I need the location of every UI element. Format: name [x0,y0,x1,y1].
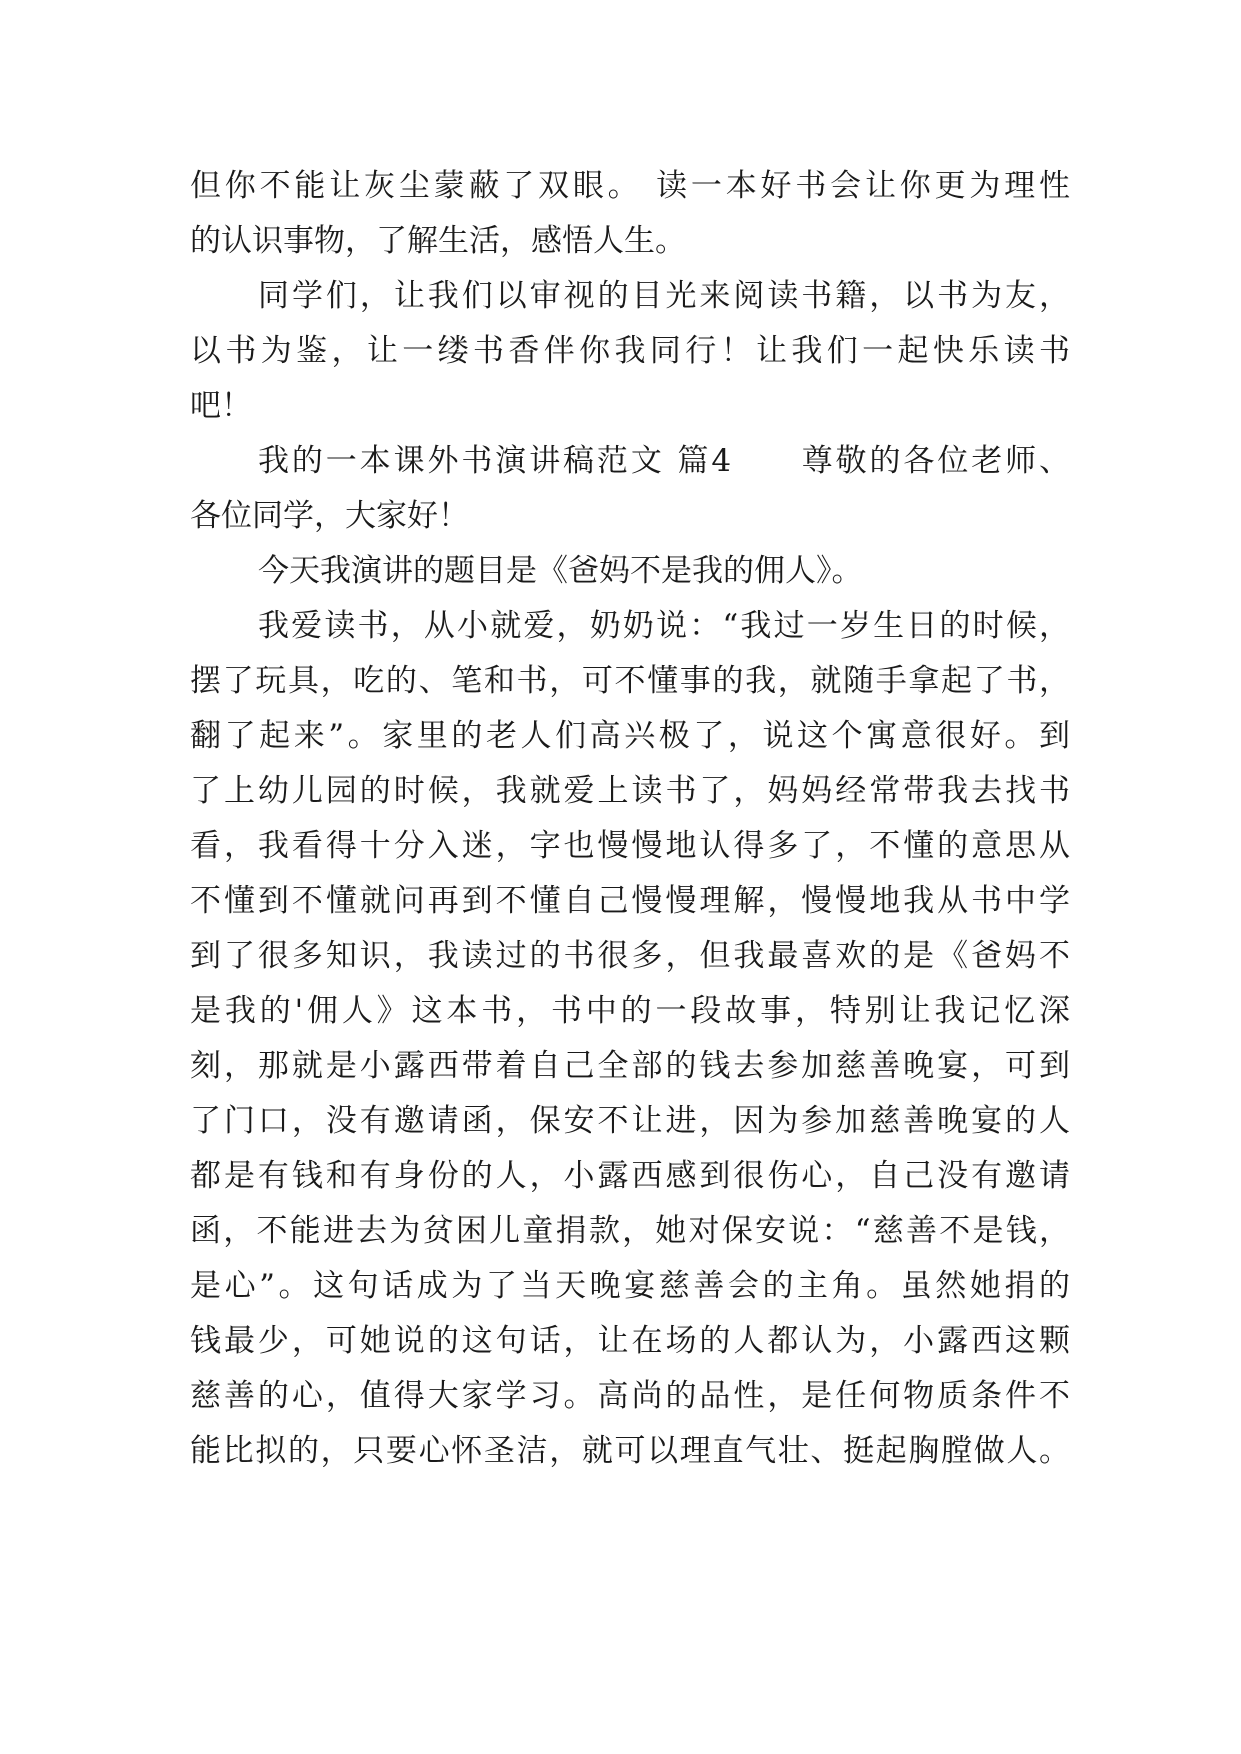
text-line: 看，我看得十分入迷，字也慢慢地认得多了，不懂的意思从 [190,828,1070,864]
text-line: 刻，那就是小露西带着自己全部的钱去参加慈善晚宴，可到 [190,1048,1070,1084]
text-line: 是心”。这句话成为了当天晚宴慈善会的主角。虽然她捐的 [190,1268,1070,1304]
text-line: 都是有钱和有身份的人，小露西感到很伤心，自己没有邀请 [190,1158,1070,1194]
text-line: 能比拟的，只要心怀圣洁，就可以理直气壮、挺起胸膛做人。 [190,1433,1070,1469]
text-line: 钱最少，可她说的这句话，让在场的人都认为，小露西这颗 [190,1323,1070,1359]
text-line: 摆了玩具，吃的、笔和书，可不懂事的我，就随手拿起了书， [190,663,1070,699]
text-line: 但你不能让灰尘蒙蔽了双眼。 读一本好书会让你更为理性 [190,168,1070,204]
text-line: 以书为鉴，让一缕书香伴你我同行！让我们一起快乐读书 [190,333,1070,369]
text-line: 函，不能进去为贫困儿童捐款，她对保安说：“慈善不是钱， [190,1213,1070,1249]
text-line: 不懂到不懂就问再到不懂自己慢慢理解，慢慢地我从书中学 [190,883,1070,919]
paragraph-first-line: 同学们，让我们以审视的目光来阅读书籍，以书为友， [258,278,1070,314]
text-line: 的认识事物，了解生活，感悟人生。 [190,223,686,259]
text-line: 是我的'佣人》这本书，书中的一段故事，特别让我记忆深 [190,993,1070,1029]
text-line: 各位同学，大家好！ [190,498,469,534]
text-line: 了门口，没有邀请函，保安不让进，因为参加慈善晚宴的人 [190,1103,1070,1139]
text-line: 吧！ [190,388,252,424]
text-line: 到了很多知识，我读过的书很多，但我最喜欢的是《爸妈不 [190,938,1070,974]
paragraph-first-line: 今天我演讲的题目是《爸妈不是我的佣人》。 [258,553,863,589]
paragraph-first-line: 我爱读书，从小就爱，奶奶说：“我过一岁生日的时候， [258,608,1070,644]
text-line: 慈善的心，值得大家学习。高尚的品性，是任何物质条件不 [190,1378,1070,1414]
text-line: 了上幼儿园的时候，我就爱上读书了，妈妈经常带我去找书 [190,773,1070,809]
text-line: 翻了起来”。家里的老人们高兴极了，说这个寓意很好。到 [190,718,1070,754]
section-heading-line: 我的一本课外书演讲稿范文 篇4 尊敬的各位老师、 [258,443,1070,479]
